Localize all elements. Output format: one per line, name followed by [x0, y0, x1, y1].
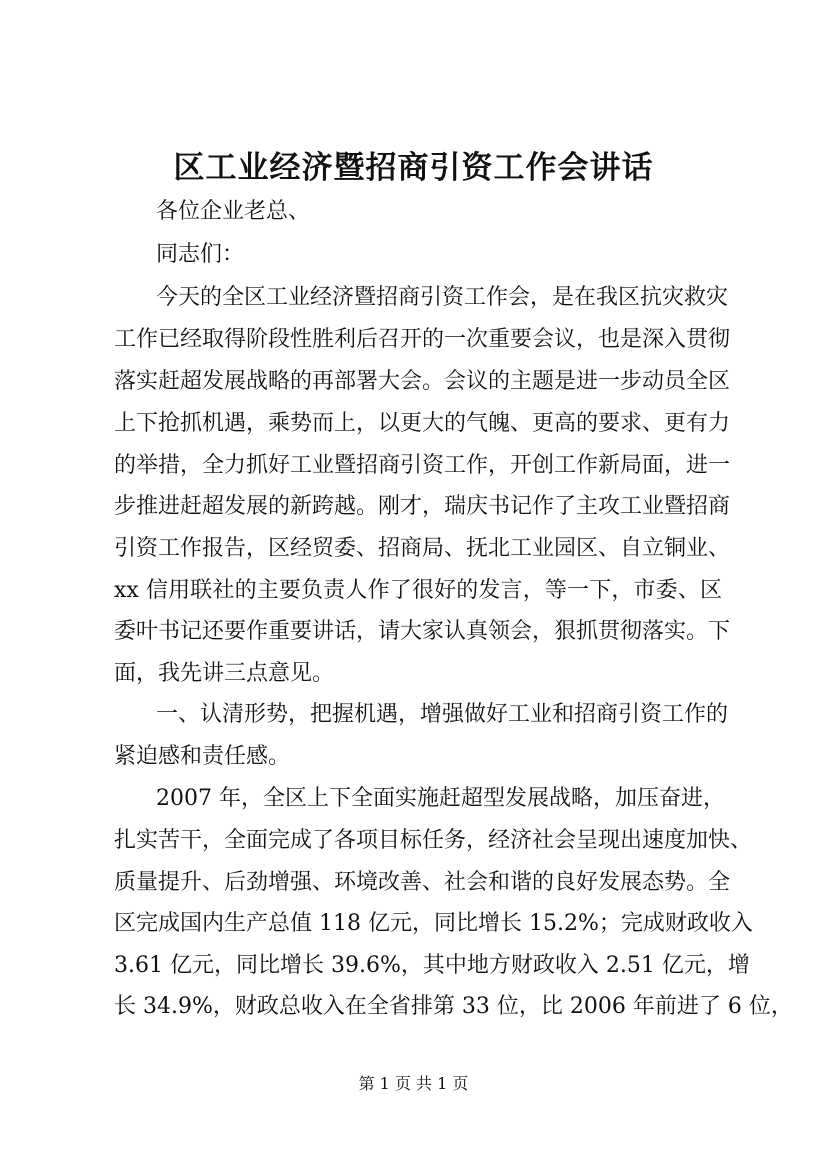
paragraph-line: 2007 年，全区上下全面实施赶超型发展战略，加压奋进， — [156, 786, 725, 811]
page-number-footer: 第 1 页 共 1 页 — [358, 1074, 469, 1093]
paragraph-line: 扎实苦干，全面完成了各项目标任务，经济社会呈现出速度加快、 — [114, 828, 753, 853]
section-heading-line: 一、认清形势，把握机遇，增强做好工业和招商引资工作的 — [156, 702, 729, 727]
salutation-line: 同志们： — [156, 242, 245, 267]
section-heading-line: 紧迫感和责任感。 — [114, 744, 291, 769]
paragraph-line: 质量提升、后劲增强、环境改善、社会和谐的良好发展态势。全 — [114, 870, 731, 895]
paragraph-line: 步推进赶超发展的新跨越。刚才，瑞庆书记作了主攻工业暨招商 — [114, 494, 731, 519]
paragraph-line: 委叶书记还要作重要讲话，请大家认真领会，狠抓贯彻落实。下 — [114, 619, 731, 644]
paragraph-line: 长 34.9%，财政总收入在全省排第 33 位，比 2006 年前进了 6 位， — [114, 994, 793, 1019]
paragraph-line: 今天的全区工业经济暨招商引资工作会，是在我区抗灾救灾 — [156, 285, 729, 310]
paragraph-line: 引资工作报告，区经贸委、招商局、抚北工业园区、自立铜业、 — [114, 536, 731, 561]
paragraph-line: 的举措，全力抓好工业暨招商引资工作，开创工作新局面，进一 — [114, 453, 731, 478]
paragraph-line: 上下抢抓机遇，乘势而上，以更大的气魄、更高的要求、更有力 — [114, 411, 731, 436]
paragraph-line: 区完成国内生产总值 118 亿元，同比增长 15.2%；完成财政收入 — [114, 911, 753, 936]
paragraph-line: 3.61 亿元，同比增长 39.6%，其中地方财政收入 2.51 亿元，增 — [114, 953, 750, 978]
document-title: 区工业经济暨招商引资工作会讲话 — [173, 150, 654, 186]
paragraph-line: 面，我先讲三点意见。 — [114, 661, 335, 686]
paragraph-line: xx 信用联社的主要负责人作了很好的发言，等一下，市委、区 — [114, 578, 722, 603]
salutation-line: 各位企业老总、 — [156, 199, 311, 224]
paragraph-line: 落实赶超发展战略的再部署大会。会议的主题是进一步动员全区 — [114, 369, 731, 394]
paragraph-line: 工作已经取得阶段性胜利后召开的一次重要会议，也是深入贯彻 — [114, 327, 731, 352]
